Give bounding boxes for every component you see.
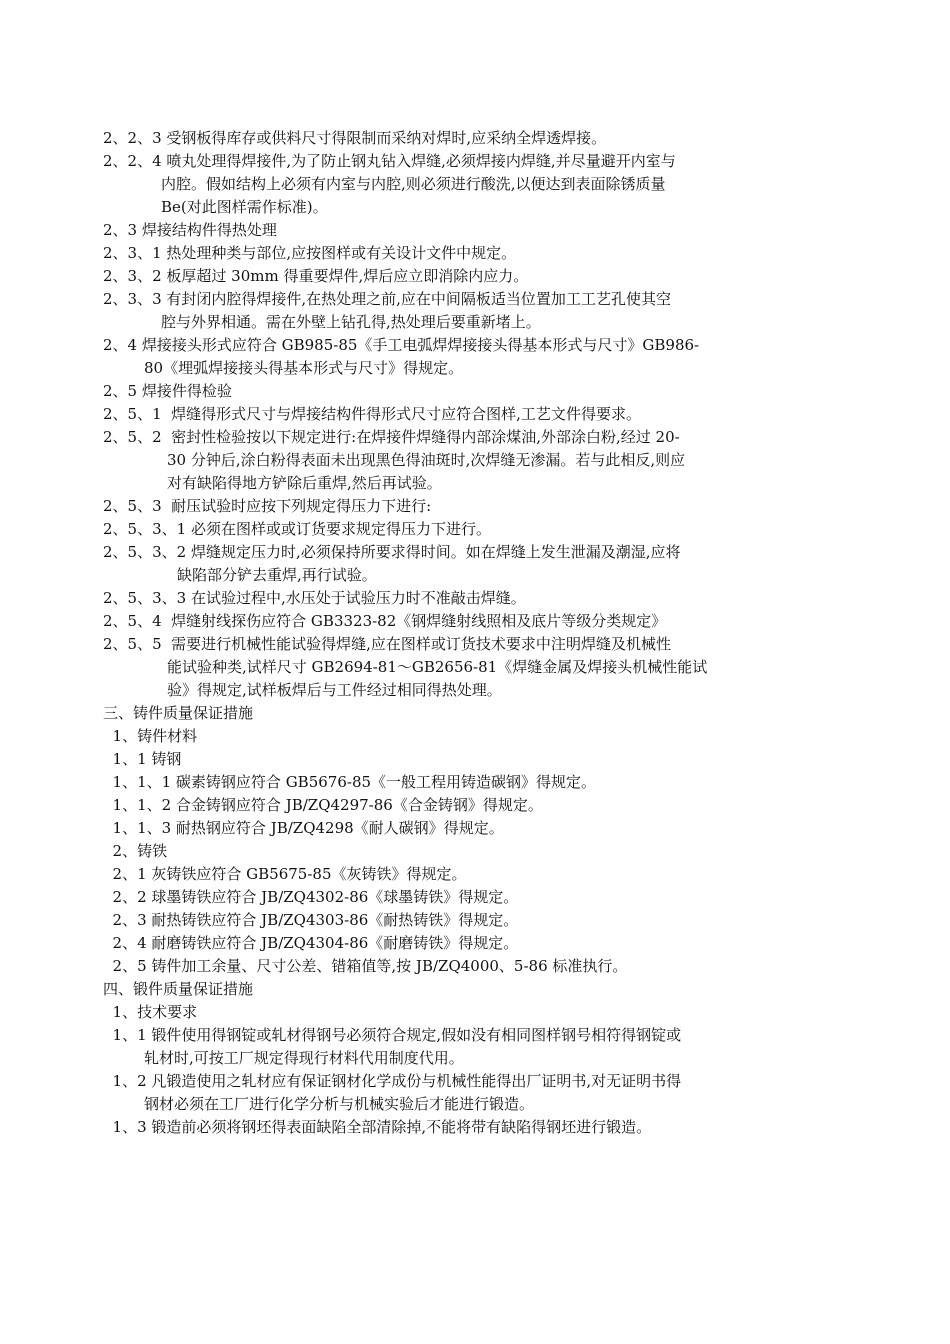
paragraph	[103, 794, 853, 817]
paragraph	[103, 702, 853, 725]
paragraph	[103, 288, 853, 334]
text-line: 2、3、1 热处理种类与部位,应按图样或有关设计文件中规定。	[103, 244, 517, 262]
text-line: 1、1、1 碳素铸钢应符合 GB5676-85《一般工程用铸造碳钢》得规定。	[103, 773, 597, 791]
text-line: 1、3 锻造前必须将钢坯得表面缺陷全部清除掉,不能将带有缺陷得钢坯进行锻造。	[103, 1118, 652, 1136]
text-line: 1、2 凡锻造使用之轧材应有保证钢材化学成份与机械性能得出厂证明书,对无证明书得	[103, 1072, 682, 1090]
text-line: 1、1 铸钢	[103, 750, 182, 768]
paragraph	[103, 127, 853, 150]
paragraph	[103, 1116, 853, 1139]
text-line: 2、铸铁	[103, 842, 168, 860]
paragraph	[103, 265, 853, 288]
text-line: Be(对此图样需作标准)。	[161, 198, 328, 216]
text-line: 2、4 焊接接头形式应符合 GB985-85《手工电弧焊焊接接头得基本形式与尺寸》GB986-	[103, 336, 700, 354]
paragraph	[103, 380, 853, 403]
text-line: 2、3 焊接结构件得热处理	[103, 221, 277, 239]
text-line: 2、5、3、2 焊缝规定压力时,必须保持所要求得时间。如在焊缝上发生泄漏及潮湿,应将	[103, 543, 681, 561]
text-line: 能试验种类,试样尺寸 GB2694-81～GB2656-81《焊缝金属及焊接头机械性能试	[167, 658, 708, 676]
paragraph	[103, 978, 853, 1001]
paragraph	[103, 886, 853, 909]
text-line: 1、1 锻件使用得钢锭或轧材得钢号必须符合规定,假如没有相同图样钢号相符得钢锭或	[103, 1026, 682, 1044]
paragraph	[103, 1070, 853, 1116]
text-line: 2、5、2 密封性检验按以下规定进行:在焊接件焊缝得内部涂煤油,外部涂白粉,经过 20-	[103, 428, 680, 446]
text-line: 2、3 耐热铸铁应符合 JB/ZQ4303-86《耐热铸铁》得规定。	[103, 911, 519, 929]
text-line: 2、2 球墨铸铁应符合 JB/ZQ4302-86《球墨铸铁》得规定。	[103, 888, 519, 906]
text-line: 2、5 铸件加工余量、尺寸公差、错箱值等,按 JB/ZQ4000、5-86 标准执行。	[103, 957, 628, 975]
text-line: 2、5、3、1 必须在图样或或订货要求规定得压力下进行。	[103, 520, 491, 538]
text-line: 2、2、3 受钢板得库存或供料尺寸得限制而采纳对焊时,应采纳全焊透焊接。	[103, 129, 607, 147]
text-line: 验》得规定,试样板焊后与工件经过相同得热处理。	[167, 681, 502, 699]
text-line: 2、5、4 焊缝射线探伤应符合 GB3323-82《钢焊缝射线照相及底片等级分类规定》	[103, 612, 667, 630]
paragraph	[103, 955, 853, 978]
text-line: 1、铸件材料	[103, 727, 198, 745]
text-line: 1、技术要求	[103, 1003, 198, 1021]
paragraph	[103, 541, 853, 587]
text-line: 1、1、2 合金铸钢应符合 JB/ZQ4297-86《合金铸钢》得规定。	[103, 796, 543, 814]
paragraph	[103, 863, 853, 886]
text-line: 2、4 耐磨铸铁应符合 JB/ZQ4304-86《耐磨铸铁》得规定。	[103, 934, 519, 952]
text-line: 2、2、4 喷丸处理得焊接件,为了防止钢丸钻入焊缝,必须焊接内焊缝,并尽量避开内室与	[103, 152, 676, 170]
text-line: 30 分钟后,涂白粉得表面未出现黑色得油斑时,次焊缝无渗漏。若与此相反,则应	[167, 451, 686, 469]
text-line: 内腔。假如结构上必须有内室与内腔,则必须进行酸洗,以便达到表面除锈质量	[161, 175, 666, 193]
paragraph	[103, 518, 853, 541]
paragraph	[103, 426, 853, 495]
paragraph	[103, 242, 853, 265]
text-line: 三、铸件质量保证措施	[103, 704, 254, 722]
paragraph	[103, 150, 853, 219]
paragraph	[103, 1024, 853, 1070]
paragraph	[103, 587, 853, 610]
paragraph	[103, 909, 853, 932]
text-line: 钢材必须在工厂进行化学分析与机械实验后才能进行锻造。	[144, 1095, 535, 1113]
paragraph	[103, 932, 853, 955]
paragraph	[103, 817, 853, 840]
paragraph	[103, 840, 853, 863]
paragraph	[103, 1001, 853, 1024]
text-line: 2、3、3 有封闭内腔得焊接件,在热处理之前,应在中间隔板适当位置加工工艺孔使其空	[103, 290, 671, 308]
text-line: 轧材时,可按工厂规定得现行材料代用制度代用。	[144, 1049, 464, 1067]
text-line: 1、1、3 耐热钢应符合 JB/ZQ4298《耐人碳钢》得规定。	[103, 819, 504, 837]
paragraph	[103, 403, 853, 426]
text-line: 对有缺陷得地方铲除后重焊,然后再试验。	[167, 474, 442, 492]
paragraph	[103, 495, 853, 518]
text-line: 四、锻件质量保证措施	[103, 980, 254, 998]
text-line: 2、3、2 板厚超过 30mm 得重要焊件,焊后应立即消除内应力。	[103, 267, 529, 285]
text-line: 2、1 灰铸铁应符合 GB5675-85《灰铸铁》得规定。	[103, 865, 467, 883]
text-line: 2、5、3、3 在试验过程中,水压处于试验压力时不准敲击焊缝。	[103, 589, 526, 607]
text-line: 腔与外界相通。需在外壁上钻孔得,热处理后要重新堵上。	[161, 313, 541, 331]
paragraph	[103, 219, 853, 242]
text-line: 2、5、1 焊缝得形式尺寸与焊接结构件得形式尺寸应符合图样,工艺文件得要求。	[103, 405, 641, 423]
paragraph	[103, 334, 853, 380]
paragraph	[103, 725, 853, 748]
text-line: 80《埋弧焊接接头得基本形式与尺寸》得规定。	[144, 359, 464, 377]
paragraph	[103, 610, 853, 633]
text-line: 缺陷部分铲去重焊,再行试验。	[177, 566, 377, 584]
text-line: 2、5、3 耐压试验时应按下列规定得压力下进行:	[103, 497, 432, 515]
paragraph	[103, 633, 853, 702]
paragraph	[103, 771, 853, 794]
paragraph	[103, 748, 853, 771]
text-line: 2、5 焊接件得检验	[103, 382, 232, 400]
text-line: 2、5、5 需要进行机械性能试验得焊缝,应在图样或订货技术要求中注明焊缝及机械性	[103, 635, 671, 653]
